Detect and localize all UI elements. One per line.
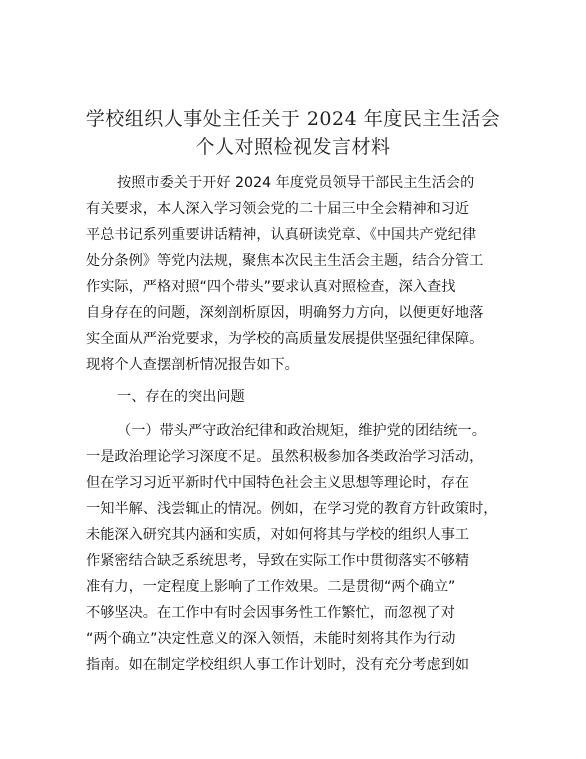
- paragraph-line: 实全面从严治党要求，为学校的高质量发展提供坚强纪律保障。: [86, 331, 484, 347]
- paragraph-line: （一）带头严守政治纪律和政治规矩，维护党的团结统一。: [117, 423, 486, 439]
- paragraph-line: 自身存在的问题，深刻剖析原因，明确努力方向，以便更好地落: [86, 305, 484, 321]
- paragraph-line: 不够坚决。在工作中有时会因事务性工作繁忙，而忽视了对: [86, 605, 455, 621]
- paragraph-line: 准有力，一定程度上影响了工作效果。二是贯彻“两个确立”: [86, 579, 456, 595]
- document-title-line-1: 学校组织人事处主任关于 2024 年度民主生活会: [85, 108, 501, 130]
- paragraph-line: 一知半解、浅尝辄止的情况。例如，在学习党的教育方针政策时，: [86, 501, 498, 517]
- paragraph-line: 处分条例》等党内法规，聚焦本次民主生活会主题，结合分管工: [86, 253, 484, 269]
- paragraph-line: 一是政治理论学习深度不足。虽然积极参加各类政治学习活动，: [86, 449, 484, 465]
- document-title-line-2: 个人对照检视发言材料: [195, 136, 391, 158]
- paragraph-line: 作紧密结合缺乏系统思考，导致在实际工作中贯彻落实不够精: [86, 553, 470, 569]
- section-heading: 一、存在的突出问题: [117, 389, 245, 405]
- paragraph-line: 指南。如在制定学校组织人事工作计划时，没有充分考虑到如: [86, 657, 470, 673]
- paragraph-line: 未能深入研究其内涵和实质，对如何将其与学校的组织人事工: [86, 527, 470, 543]
- paragraph-line: 现将个人查摆剖析情况报告如下。: [86, 357, 299, 373]
- paragraph-line: 作实际，严格对照“四个带头”要求认真对照检查，深入查找: [86, 279, 456, 295]
- paragraph-line: 按照市委关于开好 2024 年度党员领导干部民主生活会的: [117, 175, 475, 191]
- paragraph-line: “两个确立”决定性意义的深入领悟，未能时刻将其作为行动: [86, 631, 456, 647]
- paragraph-line: 平总书记系列重要讲话精神，认真研读党章、《中国共产党纪律: [86, 227, 477, 243]
- paragraph-line: 但在学习习近平新时代中国特色社会主义思想等理论时，存在: [86, 475, 470, 491]
- paragraph-line: 有关要求，本人深入学习领会党的二十届三中全会精神和习近: [86, 201, 470, 217]
